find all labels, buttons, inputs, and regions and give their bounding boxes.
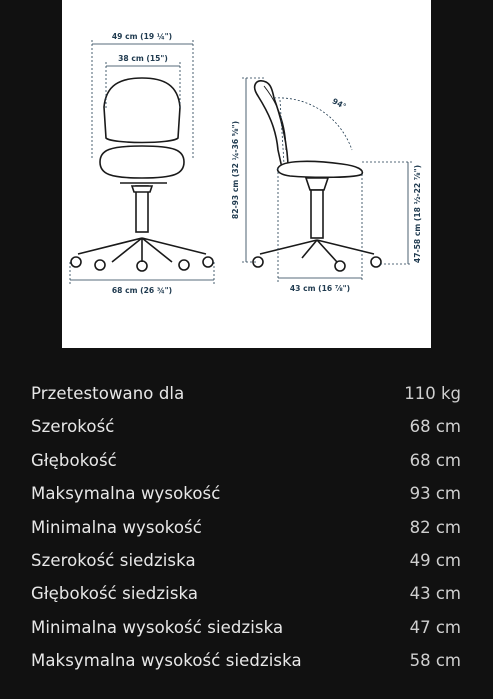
spec-label: Maksymalna wysokość siedziska (31, 651, 302, 671)
spec-label: Głębokość siedziska (31, 584, 199, 604)
spec-label: Minimalna wysokość siedziska (31, 617, 284, 637)
backrest-angle-label: 94° (330, 96, 348, 112)
spec-value: 47 cm (409, 617, 461, 637)
spec-row-max-seat-height (0, 645, 493, 678)
spec-value: 58 cm (409, 651, 461, 671)
spec-label: Minimalna wysokość (31, 517, 202, 537)
spec-label: Szerokość siedziska (31, 550, 196, 570)
spec-value: 68 cm (409, 417, 461, 437)
spec-value: 82 cm (409, 517, 461, 537)
spec-label: Maksymalna wysokość (31, 484, 221, 504)
seat-height-range-label: 47-58 cm (18 ½-22 ⅞") (413, 164, 422, 264)
spec-row-width (0, 411, 493, 444)
spec-label: Przetestowano dla (31, 384, 185, 403)
side-depth-label: 43 cm (16 ⅞") (289, 284, 351, 293)
spec-label: Szerokość (31, 417, 115, 437)
spec-row-depth (0, 445, 493, 478)
spec-value: 110 kg (404, 384, 461, 403)
spec-value: 93 cm (409, 484, 461, 504)
spec-value: 43 cm (409, 584, 461, 604)
height-range-label: 82-93 cm (32 ¼-36 ⅝") (231, 120, 240, 220)
chair-dimension-drawing (62, 0, 431, 348)
front-outer-width-label: 49 cm (19 ¼") (111, 32, 173, 41)
spec-row-min-seat-height (0, 612, 493, 645)
spec-value: 68 cm (409, 450, 461, 470)
spec-value: 49 cm (409, 550, 461, 570)
specifications-table (0, 378, 493, 679)
front-seat-width-label: 38 cm (15") (118, 54, 168, 63)
spec-row-seat-width (0, 545, 493, 578)
spec-row-seat-depth (0, 578, 493, 611)
spec-row-min-height (0, 512, 493, 545)
front-base-width-label: 68 cm (26 ¾") (111, 286, 173, 295)
front-view-chair (71, 78, 213, 271)
spec-row-tested-for (0, 378, 493, 411)
spec-label: Głębokość (31, 450, 117, 470)
spec-row-max-height (0, 478, 493, 511)
